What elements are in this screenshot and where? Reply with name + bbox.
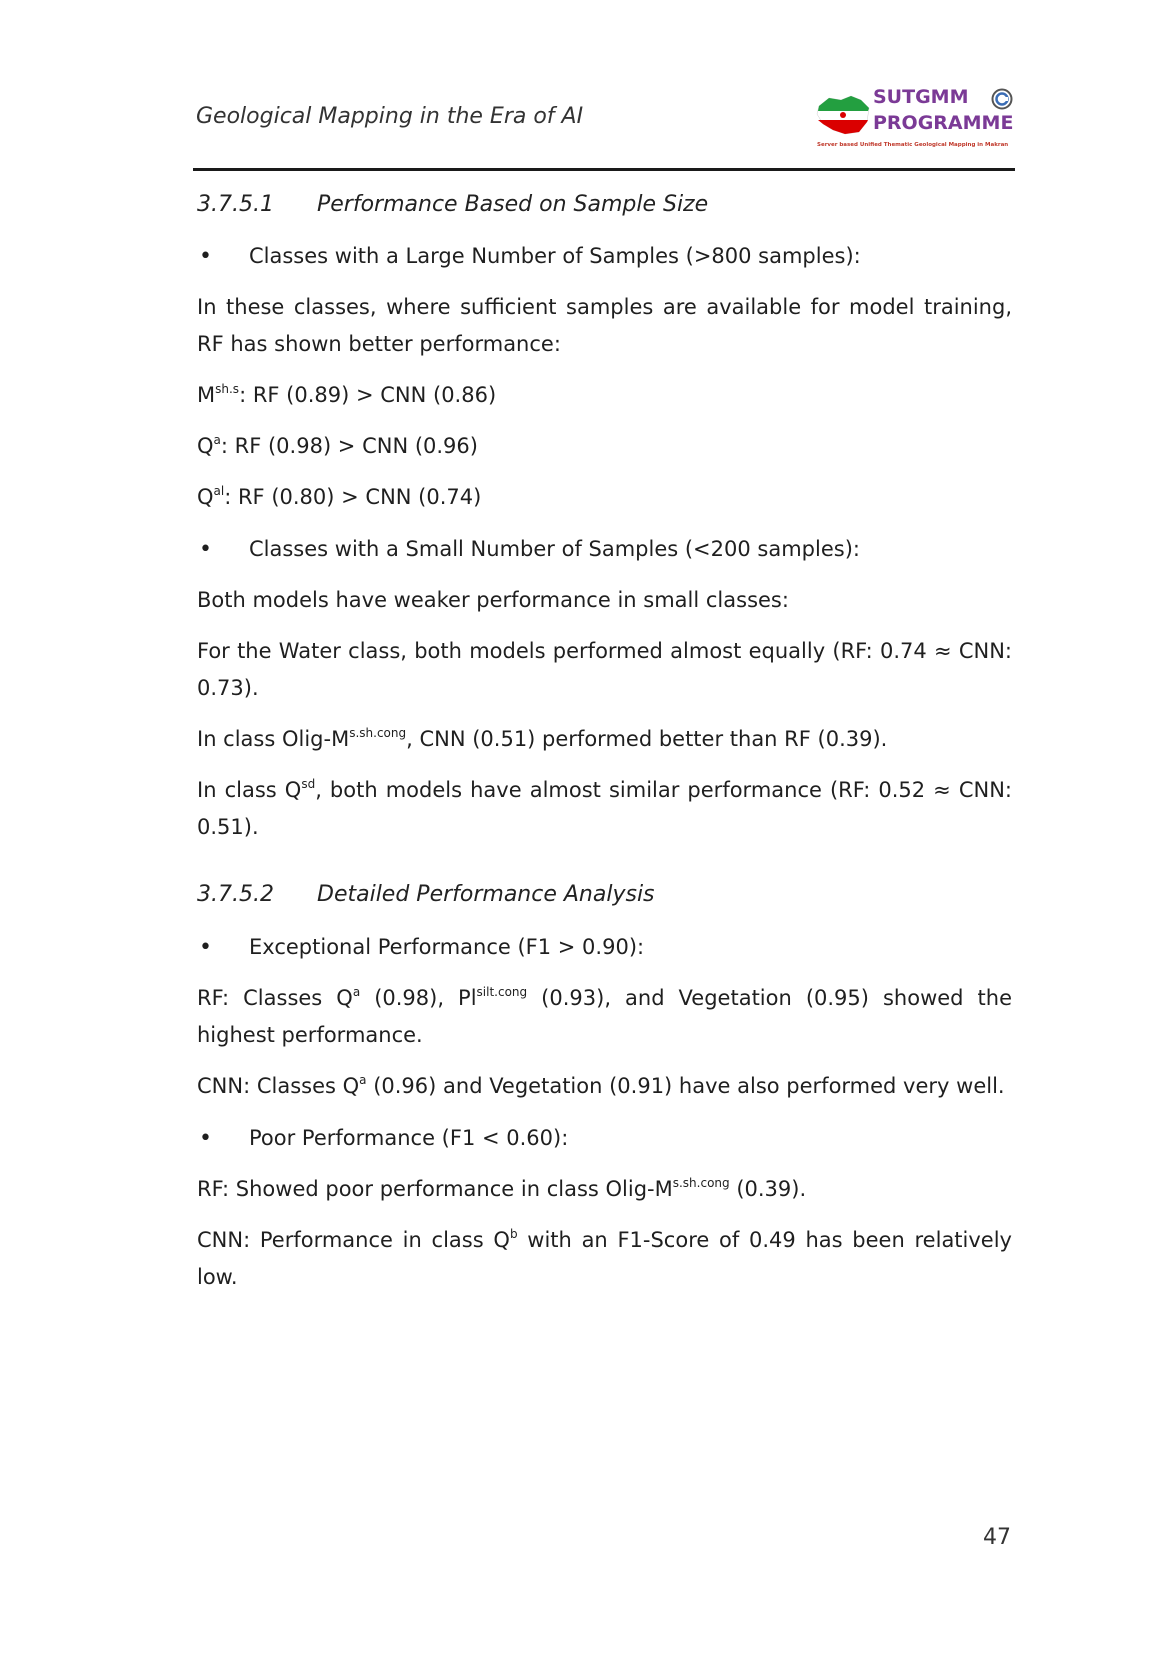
section-heading-3-7-5-2 — [197, 876, 1012, 913]
section-heading-3-7-5-1 — [197, 186, 1012, 223]
section-title: Detailed Performance Analysis — [317, 882, 655, 907]
bullet-small-samples — [197, 531, 1012, 568]
logo-tagline: Server based Unified Thematic Geological Mapping in Makran — [817, 142, 1009, 148]
bullet-text: Classes with a Large Number of Samples (>800 samples): — [249, 244, 861, 268]
page-content — [197, 186, 1012, 1296]
paragraph-water: For the Water class, both models performed almost equally (RF: 0.74 ≈ CNN: 0.73). — [197, 639, 1012, 700]
paragraph-rf-exceptional: RF: Classes $Q^a$ (0.98), $Pl^{silt.cong}$ (0.93), and Vegetation (0.95) showed the highest performance. — [197, 985, 1012, 1047]
bullet-icon: • — [199, 244, 212, 269]
header-title: Geological Mapping in the Era of AI — [196, 104, 584, 129]
page-header — [193, 80, 1015, 171]
logo-text-programme: PROGRAMME — [873, 112, 1014, 134]
logo-text-sutgmm: SUTGMM — [873, 86, 969, 108]
section-number: 3.7.5.2 — [197, 882, 274, 907]
logo-badge-icon — [991, 88, 1013, 110]
section-title: Performance Based on Sample Size — [317, 192, 709, 217]
page-number: 47 — [983, 1525, 1011, 1550]
paragraph-qsd: In class $Q^{sd}$, both models have almost similar performance (RF: 0.52 ≈ CNN: 0.51). — [197, 777, 1013, 839]
result-line-msh: $M^{sh.s}$: RF (0.89) > CNN (0.86) — [197, 382, 497, 407]
paragraph-cnn-poor: CNN: Performance in class $Q^b$ with an F1-Score of 0.49 has been relatively low. — [197, 1227, 1012, 1289]
paragraph: Both models have weaker performance in small classes: — [197, 588, 789, 612]
sutgmm-logo — [815, 82, 1013, 156]
bullet-poor — [197, 1120, 1012, 1157]
paragraph: In these classes, where sufficient samples are available for model training, RF has shown better performance: — [197, 295, 1012, 356]
bullet-large-samples — [197, 238, 1012, 275]
bullet-text: Poor Performance (F1 < 0.60): — [249, 1126, 569, 1150]
iran-flag-map-icon — [815, 92, 871, 138]
bullet-icon: • — [199, 537, 212, 562]
paragraph-cnn-exceptional: CNN: Classes $Q^a$ (0.96) and Vegetation (0.91) have also performed very well. — [197, 1073, 1005, 1098]
bullet-text: Exceptional Performance (F1 > 0.90): — [249, 935, 645, 959]
bullet-icon: • — [199, 935, 212, 960]
result-line-qal: $Q^{al}$: RF (0.80) > CNN (0.74) — [197, 484, 482, 509]
bullet-icon: • — [199, 1126, 212, 1151]
bullet-exceptional — [197, 929, 1012, 966]
section-number: 3.7.5.1 — [197, 192, 274, 217]
bullet-text: Classes with a Small Number of Samples (<200 samples): — [249, 537, 860, 561]
paragraph-olig: In class Olig-$M^{s.sh.cong}$, CNN (0.51) performed better than RF (0.39). — [197, 726, 888, 751]
result-line-qa: $Q^a$: RF (0.98) > CNN (0.96) — [197, 433, 478, 458]
paragraph-rf-poor: RF: Showed poor performance in class Olig-$M^{s.sh.cong}$ (0.39). — [197, 1176, 807, 1201]
